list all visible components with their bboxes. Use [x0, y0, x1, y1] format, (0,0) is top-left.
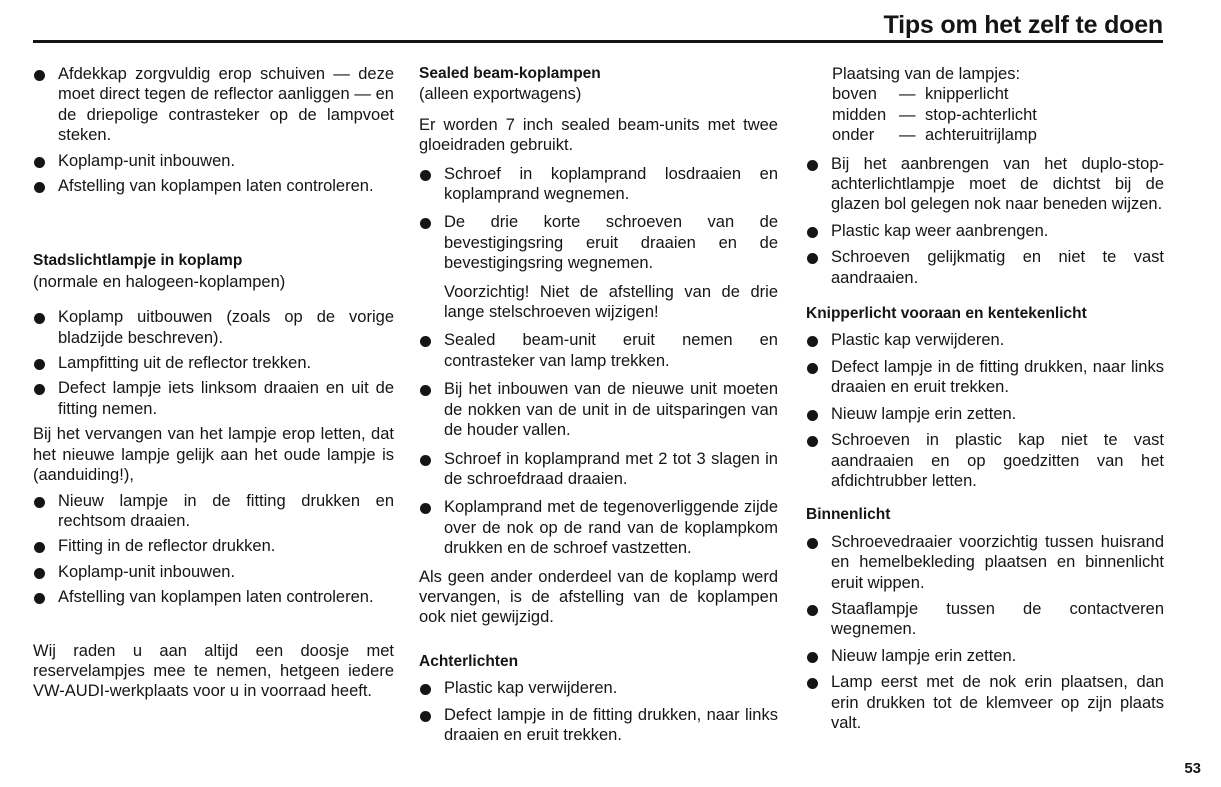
section-title: Knipperlicht vooraan en kentekenlicht: [806, 305, 1087, 323]
intro-paragraph: Er worden 7 inch sealed beam-units met twee gloeidraden gebruikt.: [419, 115, 778, 155]
list-item: Koplamp-unit inbouwen.: [33, 562, 394, 582]
column-1: [33, 64, 394, 702]
list-item: Staaflampje tussen de contactveren wegnemen.: [806, 599, 1164, 640]
list-item: Lampfitting uit de reflector trekken.: [33, 353, 394, 373]
closing-paragraph: Wij raden u aan altijd een doosje met reservelampjes mee te nemen, hetgeen iedere VW-AUDI-werkplaats voor u in voorraad heeft.: [33, 641, 394, 701]
list-item: Fitting in de reflector drukken.: [33, 536, 394, 556]
list-item: Defect lampje in de fitting drukken, naar links draaien en eruit trekken.: [419, 705, 778, 746]
placement-row: boven — knipperlicht: [832, 85, 1009, 104]
column-3: [806, 64, 1164, 733]
list-item: Plastic kap weer aanbrengen.: [806, 221, 1164, 241]
section-subtitle: (normale en halogeen-koplampen): [33, 272, 286, 291]
warning-text: Voorzichtig! Niet de afstelling van de drie lange stelschroeven wijzigen!: [444, 282, 778, 322]
list-item: Nieuw lampje erin zetten.: [806, 404, 1164, 424]
list-item: Schroevedraaier voorzichtig tussen huisrand en hemelbekleding plaatsen en binnenlicht eruit wippen.: [806, 532, 1164, 593]
section-title: Binnenlicht: [806, 506, 891, 524]
list-item: Afstelling van koplampen laten controleren.: [33, 587, 394, 607]
list-item: Plastic kap verwijderen.: [419, 678, 778, 698]
section-subtitle: (alleen exportwagens): [419, 85, 582, 104]
list-item: Afdekkap zorgvuldig erop schuiven — deze moet direct tegen de reflector aanliggen — en de driepolige contrasteker op de lampvoet steken.: [33, 64, 394, 146]
list-item: Plastic kap verwijderen.: [806, 330, 1164, 350]
list-item: Koplamp-unit inbouwen.: [33, 151, 394, 171]
header-rule: [33, 40, 1163, 43]
list-item: Defect lampje iets linksom draaien en uit de fitting nemen.: [33, 378, 394, 419]
page-title: Tips om het zelf te doen: [883, 11, 1163, 39]
section-title: Achterlichten: [419, 652, 519, 670]
list-item: Schroeven in plastic kap niet te vast aandraaien en op goedzitten van het afdichtrubber letten.: [806, 430, 1164, 491]
section-title: Stadslichtlampje in koplamp: [33, 252, 243, 270]
list-item: Bij het inbouwen van de nieuwe unit moeten de nokken van de unit in de uitsparingen van de houder vallen.: [419, 379, 778, 440]
page-number: 53: [1184, 760, 1201, 777]
list-item: Schroef in koplamprand met 2 tot 3 slagen in de schroefdraad draaien.: [419, 449, 778, 490]
list-item: Afstelling van koplampen laten controleren.: [33, 176, 394, 196]
list-item: De drie korte schroeven van de bevestigingsring eruit draaien en de bevestigingsring wegnemen.: [419, 212, 778, 273]
list-item: Nieuw lampje in de fitting drukken en rechtsom draaien.: [33, 491, 394, 532]
list-item: Nieuw lampje erin zetten.: [806, 646, 1164, 666]
note-paragraph: Bij het vervangen van het lampje erop letten, dat het nieuwe lampje gelijk aan het oude lampje is (aanduiding!),: [33, 425, 394, 485]
list-item: Schroeven gelijkmatig en niet te vast aandraaien.: [806, 247, 1164, 288]
list-item: Lamp eerst met de nok erin plaatsen, dan erin drukken tot de klemveer op zijn plaats valt.: [806, 672, 1164, 733]
list-item: Sealed beam-unit eruit nemen en contrasteker van lamp trekken.: [419, 330, 778, 371]
list-item: Bij het aanbrengen van het duplo-stop-achterlichtlampje moet de dichtst bij de glazen bol gelegen nok naar beneden wijzen.: [806, 154, 1164, 215]
placement-row: midden — stop-achterlicht: [832, 105, 1037, 124]
column-2: [419, 64, 778, 745]
list-item: Defect lampje in de fitting drukken, naar links draaien en eruit trekken.: [806, 357, 1164, 398]
placement-block: [806, 64, 1164, 146]
section-title: Sealed beam-koplampen: [419, 65, 601, 82]
list-item: Koplamp uitbouwen (zoals op de vorige bladzijde beschreven).: [33, 307, 394, 348]
list-item: Koplamprand met de tegenoverliggende zijde over de nok op de rand van de koplampkom drukken en de schroef vastzetten.: [419, 497, 778, 558]
placement-title: Plaatsing van de lampjes:: [832, 65, 1021, 83]
placement-row: onder — achteruitrijlamp: [832, 126, 1037, 145]
after-paragraph: Als geen ander onderdeel van de koplamp werd vervangen, is de afstelling van de koplampen ook niet gewijzigd.: [419, 567, 778, 627]
list-item: Schroef in koplamprand losdraaien en koplamprand wegnemen.: [419, 164, 778, 205]
